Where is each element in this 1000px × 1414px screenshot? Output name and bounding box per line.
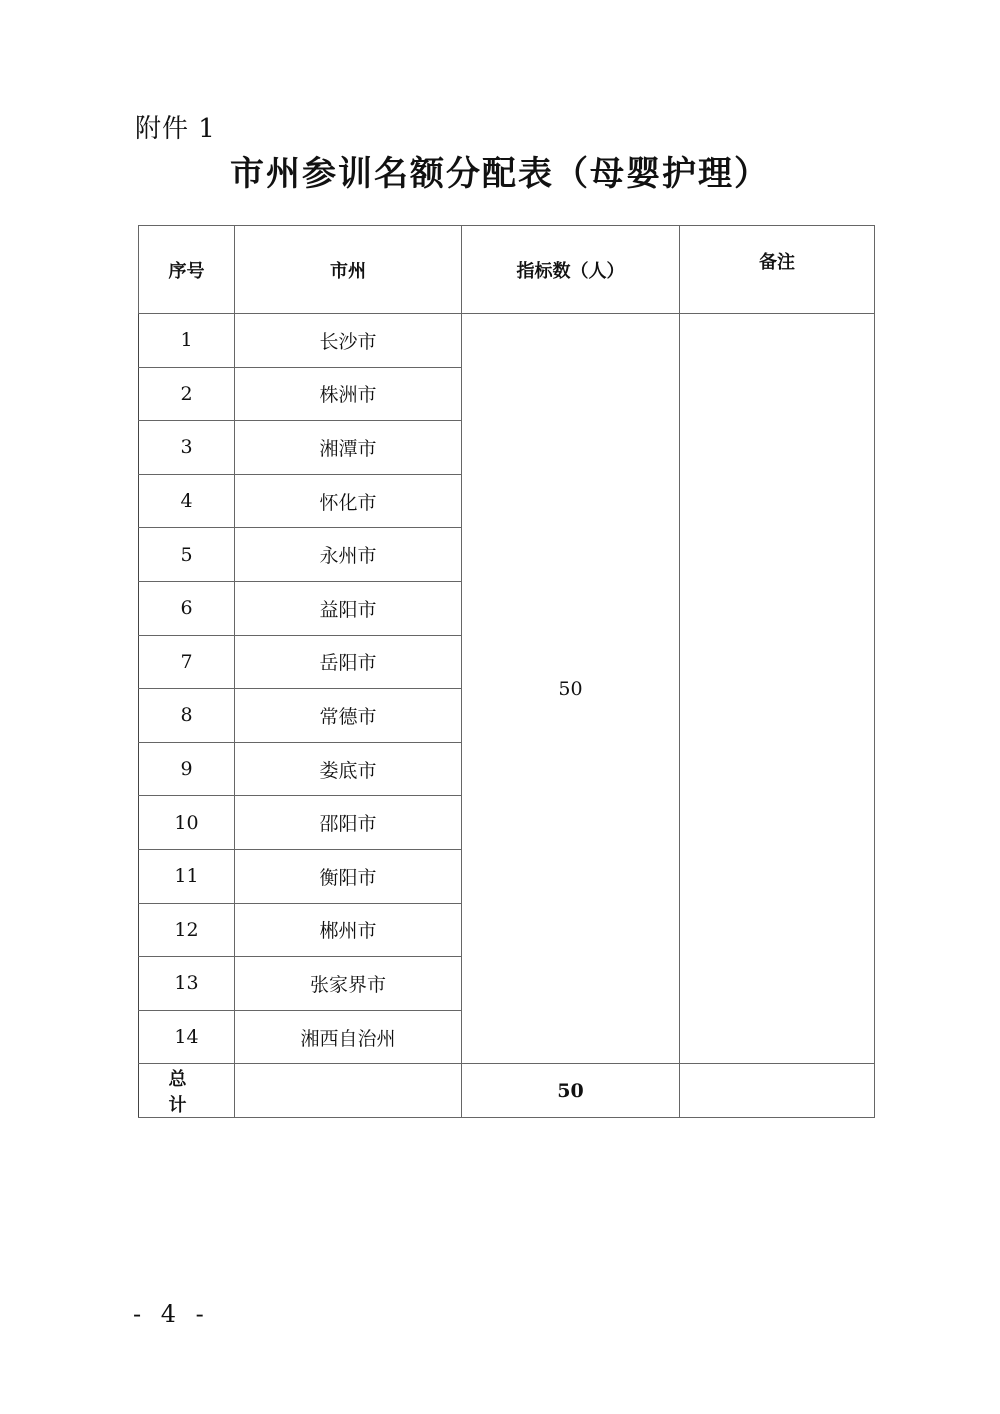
city-cell: 怀化市 <box>235 474 462 528</box>
city-cell: 益阳市 <box>235 581 462 635</box>
seq-cell: 5 <box>139 528 235 582</box>
seq-cell: 10 <box>139 796 235 850</box>
attachment-label: 附件 1 <box>135 114 216 144</box>
seq-cell: 3 <box>139 421 235 475</box>
seq-cell: 13 <box>139 957 235 1011</box>
seq-cell: 12 <box>139 903 235 957</box>
seq-cell: 1 <box>139 314 235 368</box>
city-cell: 永州市 <box>235 528 462 582</box>
column-header-city: 市州 <box>235 226 462 314</box>
seq-cell: 8 <box>139 689 235 743</box>
table-row <box>139 314 875 368</box>
city-cell: 湘西自治州 <box>235 1010 462 1064</box>
city-cell: 邵阳市 <box>235 796 462 850</box>
city-cell: 岳阳市 <box>235 635 462 689</box>
total-remark-cell <box>680 1064 875 1118</box>
seq-cell: 9 <box>139 742 235 796</box>
city-cell: 长沙市 <box>235 314 462 368</box>
total-label: 总 计 <box>168 1068 205 1116</box>
seq-cell: 11 <box>139 849 235 903</box>
total-city-cell <box>235 1064 462 1118</box>
city-cell: 衡阳市 <box>235 849 462 903</box>
city-cell: 张家界市 <box>235 957 462 1011</box>
city-cell: 株洲市 <box>235 367 462 421</box>
seq-cell: 14 <box>139 1010 235 1064</box>
column-header-seq: 序号 <box>139 226 235 314</box>
city-cell: 湘潭市 <box>235 421 462 475</box>
city-cell: 常德市 <box>235 689 462 743</box>
total-value-cell: 50 <box>462 1064 680 1118</box>
seq-cell: 2 <box>139 367 235 421</box>
column-header-quota: 指标数（人） <box>462 226 680 314</box>
city-cell: 娄底市 <box>235 742 462 796</box>
city-cell: 郴州市 <box>235 903 462 957</box>
seq-cell: 4 <box>139 474 235 528</box>
column-header-remark: 备注 <box>680 226 875 314</box>
quota-table <box>138 225 875 1118</box>
total-label-cell <box>139 1064 235 1118</box>
page-title: 市州参训名额分配表（母婴护理） <box>230 154 770 194</box>
total-row <box>139 1064 875 1118</box>
remark-cell <box>680 314 875 1064</box>
seq-cell: 7 <box>139 635 235 689</box>
quota-cell: 50 <box>462 314 680 1064</box>
table-header-row <box>139 226 875 314</box>
page-number: - 4 - <box>133 1300 210 1328</box>
seq-cell: 6 <box>139 581 235 635</box>
